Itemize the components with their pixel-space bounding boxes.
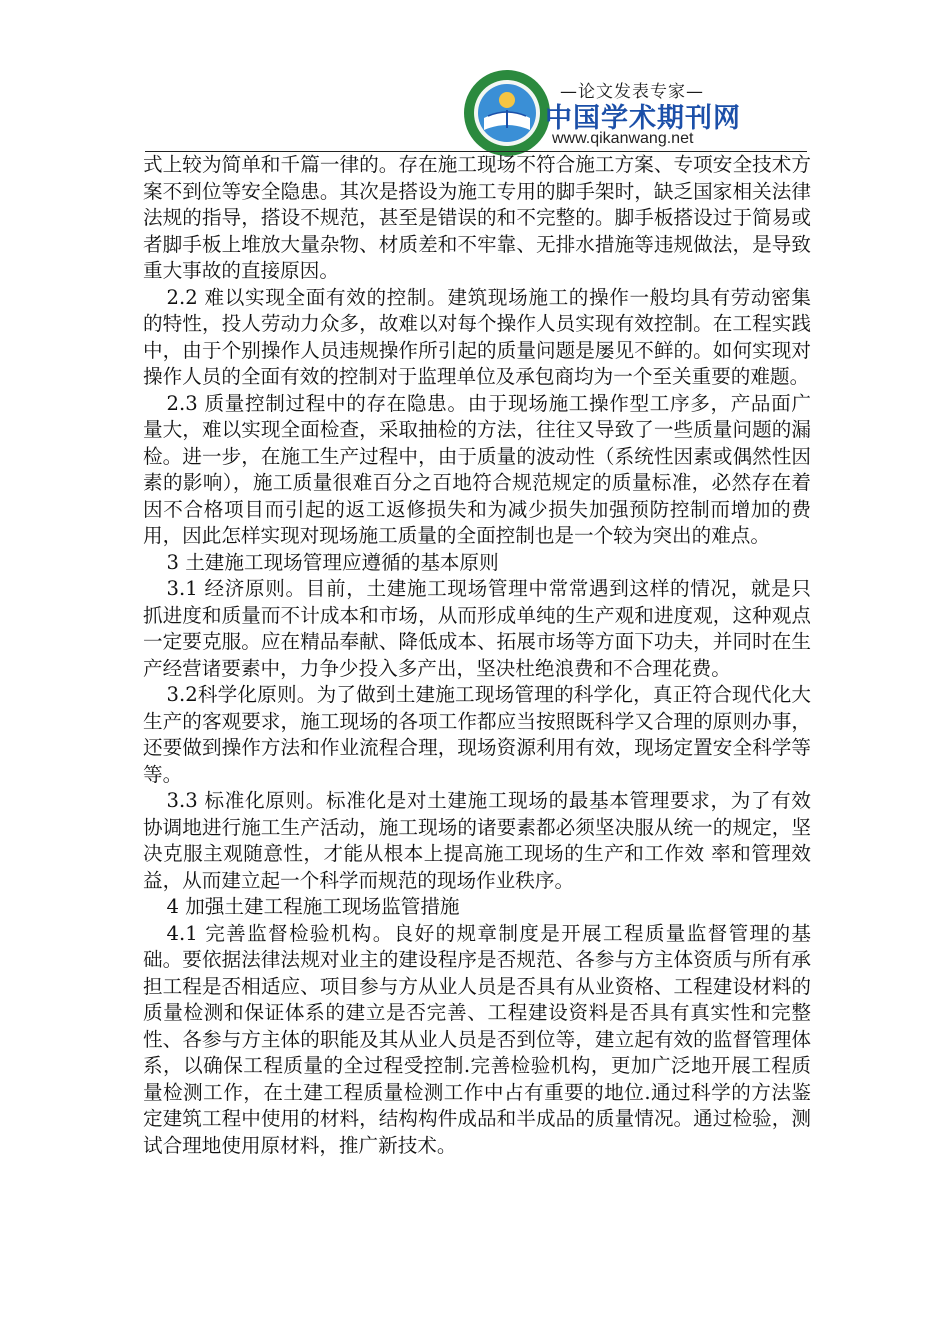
paragraph: 3.3 标准化原则。标准化是对土建施工现场的最基本管理要求，为了有效协调地进行施工生产活动，施工现场的诸要素都必须坚决服从统一的规定，坚决克服主观随意性，才能从根本上提高施工现场的生产和工作效 率和管理效益，从而建立起一个科学而规范的现场作业秩序。	[143, 789, 811, 892]
book-globe-logo-icon	[462, 68, 552, 158]
page-header	[0, 0, 950, 155]
paragraph: 2.3 质量控制过程中的存在隐患。由于现场施工操作型工序多，产品面广量大，难以实现全面检查，采取抽检的方法，往往又导致了一些质量问题的漏检。进一步，在施工生产过程中，由于质量的波动性（系统性因素或偶然性因素的影响），施工质量很难百分之百地符合规范规定的质量标准，必然存在着因不合格项目而引起的返工返修损失和为减少损失加强预防控制而增加的费用，因此怎样实现对现场施工质量的全面控制也是一个较为突出的难点。	[143, 391, 811, 547]
document-body	[143, 152, 811, 1159]
paragraph: 4.1 完善监督检验机构。良好的规章制度是开展工程质量监督管理的基础。要依据法律法规对业主的建设程序是否规范、各参与方主体资质与所有承担工程是否相适应、项目参与方从业人员是否具有从业资格、工程建设材料的质量检测和保证体系的建立是否完善、工程建设资料是否具有真实性和完整性、各参与方主体的职能及其从业人员是否到位等，建立起有效的监督管理体系，以确保工程质量的全过程受控制.完善检验机构，更加广泛地开展工程质量检测工作，在土建工程质量检测工作中占有重要的地位.通过科学的方法鉴定建筑工程中使用的材料，结构构件成品和半成品的质量情况。通过检验，测试合理地使用原材料，推广新技术。	[143, 921, 811, 1157]
section-heading: 3 土建施工现场管理应遵循的基本原则	[166, 550, 499, 574]
paragraph: 2.2 难以实现全面有效的控制。建筑现场施工的操作一般均具有劳动密集的特性，投人劳动力众多，故难以对每个操作人员实现有效控制。在工程实践中，由于个别操作人员违规操作所引起的质量问题是屡见不鲜的。如何实现对操作人员的全面有效的控制对于监理单位及承包商均为一个至关重要的难题。	[143, 285, 811, 388]
paragraph: 3.2科学化原则。为了做到土建施工现场管理的科学化，真正符合现代化大生产的客观要求，施工现场的各项工作都应当按照既科学又合理的原则办事，还要做到操作方法和作业流程合理，现场资源利用有效，现场定置安全科学等等。	[143, 683, 811, 786]
brand-url: www.qikanwang.net	[552, 130, 694, 147]
brand-name: 中国学术期刊网	[545, 103, 741, 134]
paragraph: 式上较为简单和千篇一律的。存在施工现场不符合施工方案、专项安全技术方案不到位等安全隐患。其次是搭设为施工专用的脚手架时，缺乏国家相关法律法规的指导，搭设不规范，甚至是错误的和不完整的。脚手板搭设过于简易或者脚手板上堆放大量杂物、材质差和不牢靠、无排水措施等违规做法，是导致重大事故的直接原因。	[143, 153, 811, 282]
section-heading: 4 加强土建工程施工现场监管措施	[166, 895, 460, 918]
brand-slogan: —论文发表专家—	[560, 82, 704, 102]
paragraph: 3.1 经济原则。目前，土建施工现场管理中常常遇到这样的情况，就是只抓进度和质量而不计成本和市场，从而形成单纯的生产观和进度观，这种观点一定要克服。应在精品奉献、降低成本、拓展市场等方面下功夫，并同时在生产经营诸要素中，力争少投入多产出，坚决杜绝浪费和不合理花费。	[143, 577, 811, 680]
